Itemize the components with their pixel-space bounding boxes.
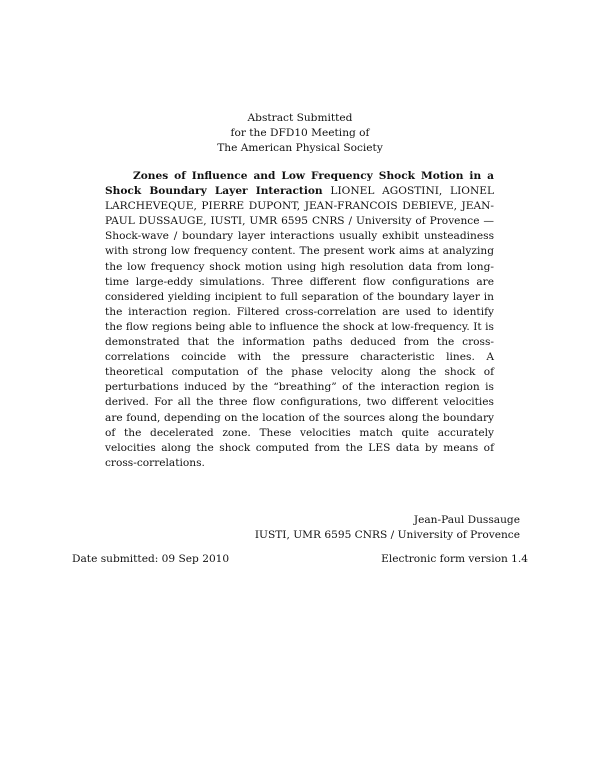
submission-header: [0, 111, 600, 156]
abstract-body: — Shock-wave / boundary layer interactions usually exhibit unsteadiness with strong low frequency content. The present work aims at analyzing the low frequency shock motion using high resolution data from long-time large-eddy simulations. Three different flow configurations are considered yielding incipient to full separation of the boundary layer in the interaction region. Filtered cross-correlation are used to identify the flow regions being able to influence the shock at low-frequency. It is demonstrated that the information paths deduced from the cross-correlations coincide with the pressure characteristic lines. A theoretical computation of the phase velocity along the shock of perturbations induced by the “breathing” of the interaction region is derived. For all the three flow configurations, two different velocities are found, depending on the location of the sources along the boundary of the decelerated zone. These velocities match quite accurately velocities along the shock computed from the LES data by means of cross-correlations.: [105, 215, 494, 469]
abstract-paragraph: [105, 169, 494, 471]
form-version: Electronic form version 1.4: [381, 553, 528, 565]
signature-block: [255, 513, 520, 543]
abstract-authors: LIONEL AGOSTINI, LIONEL LARCHEVEQUE, PIERRE DUPONT, JEAN-FRANCOIS DEBIEVE, JEAN-PAUL DUSSAUGE, IUSTI, UMR 6595 CNRS / University of Provence: [105, 185, 495, 228]
abstract-title: Zones of Influence and Low Frequency Shock Motion in a Shock Boundary Layer Interaction: [105, 170, 494, 198]
signature-name: Jean-Paul Dussauge: [413, 514, 520, 526]
header-line-2: for the DFD10 Meeting of: [230, 127, 370, 139]
header-line-3: The American Physical Society: [217, 142, 383, 154]
header-line-1: Abstract Submitted: [247, 112, 353, 124]
date-submitted: Date submitted: 09 Sep 2010: [72, 553, 230, 565]
signature-affiliation: IUSTI, UMR 6595 CNRS / University of Provence: [254, 529, 520, 541]
